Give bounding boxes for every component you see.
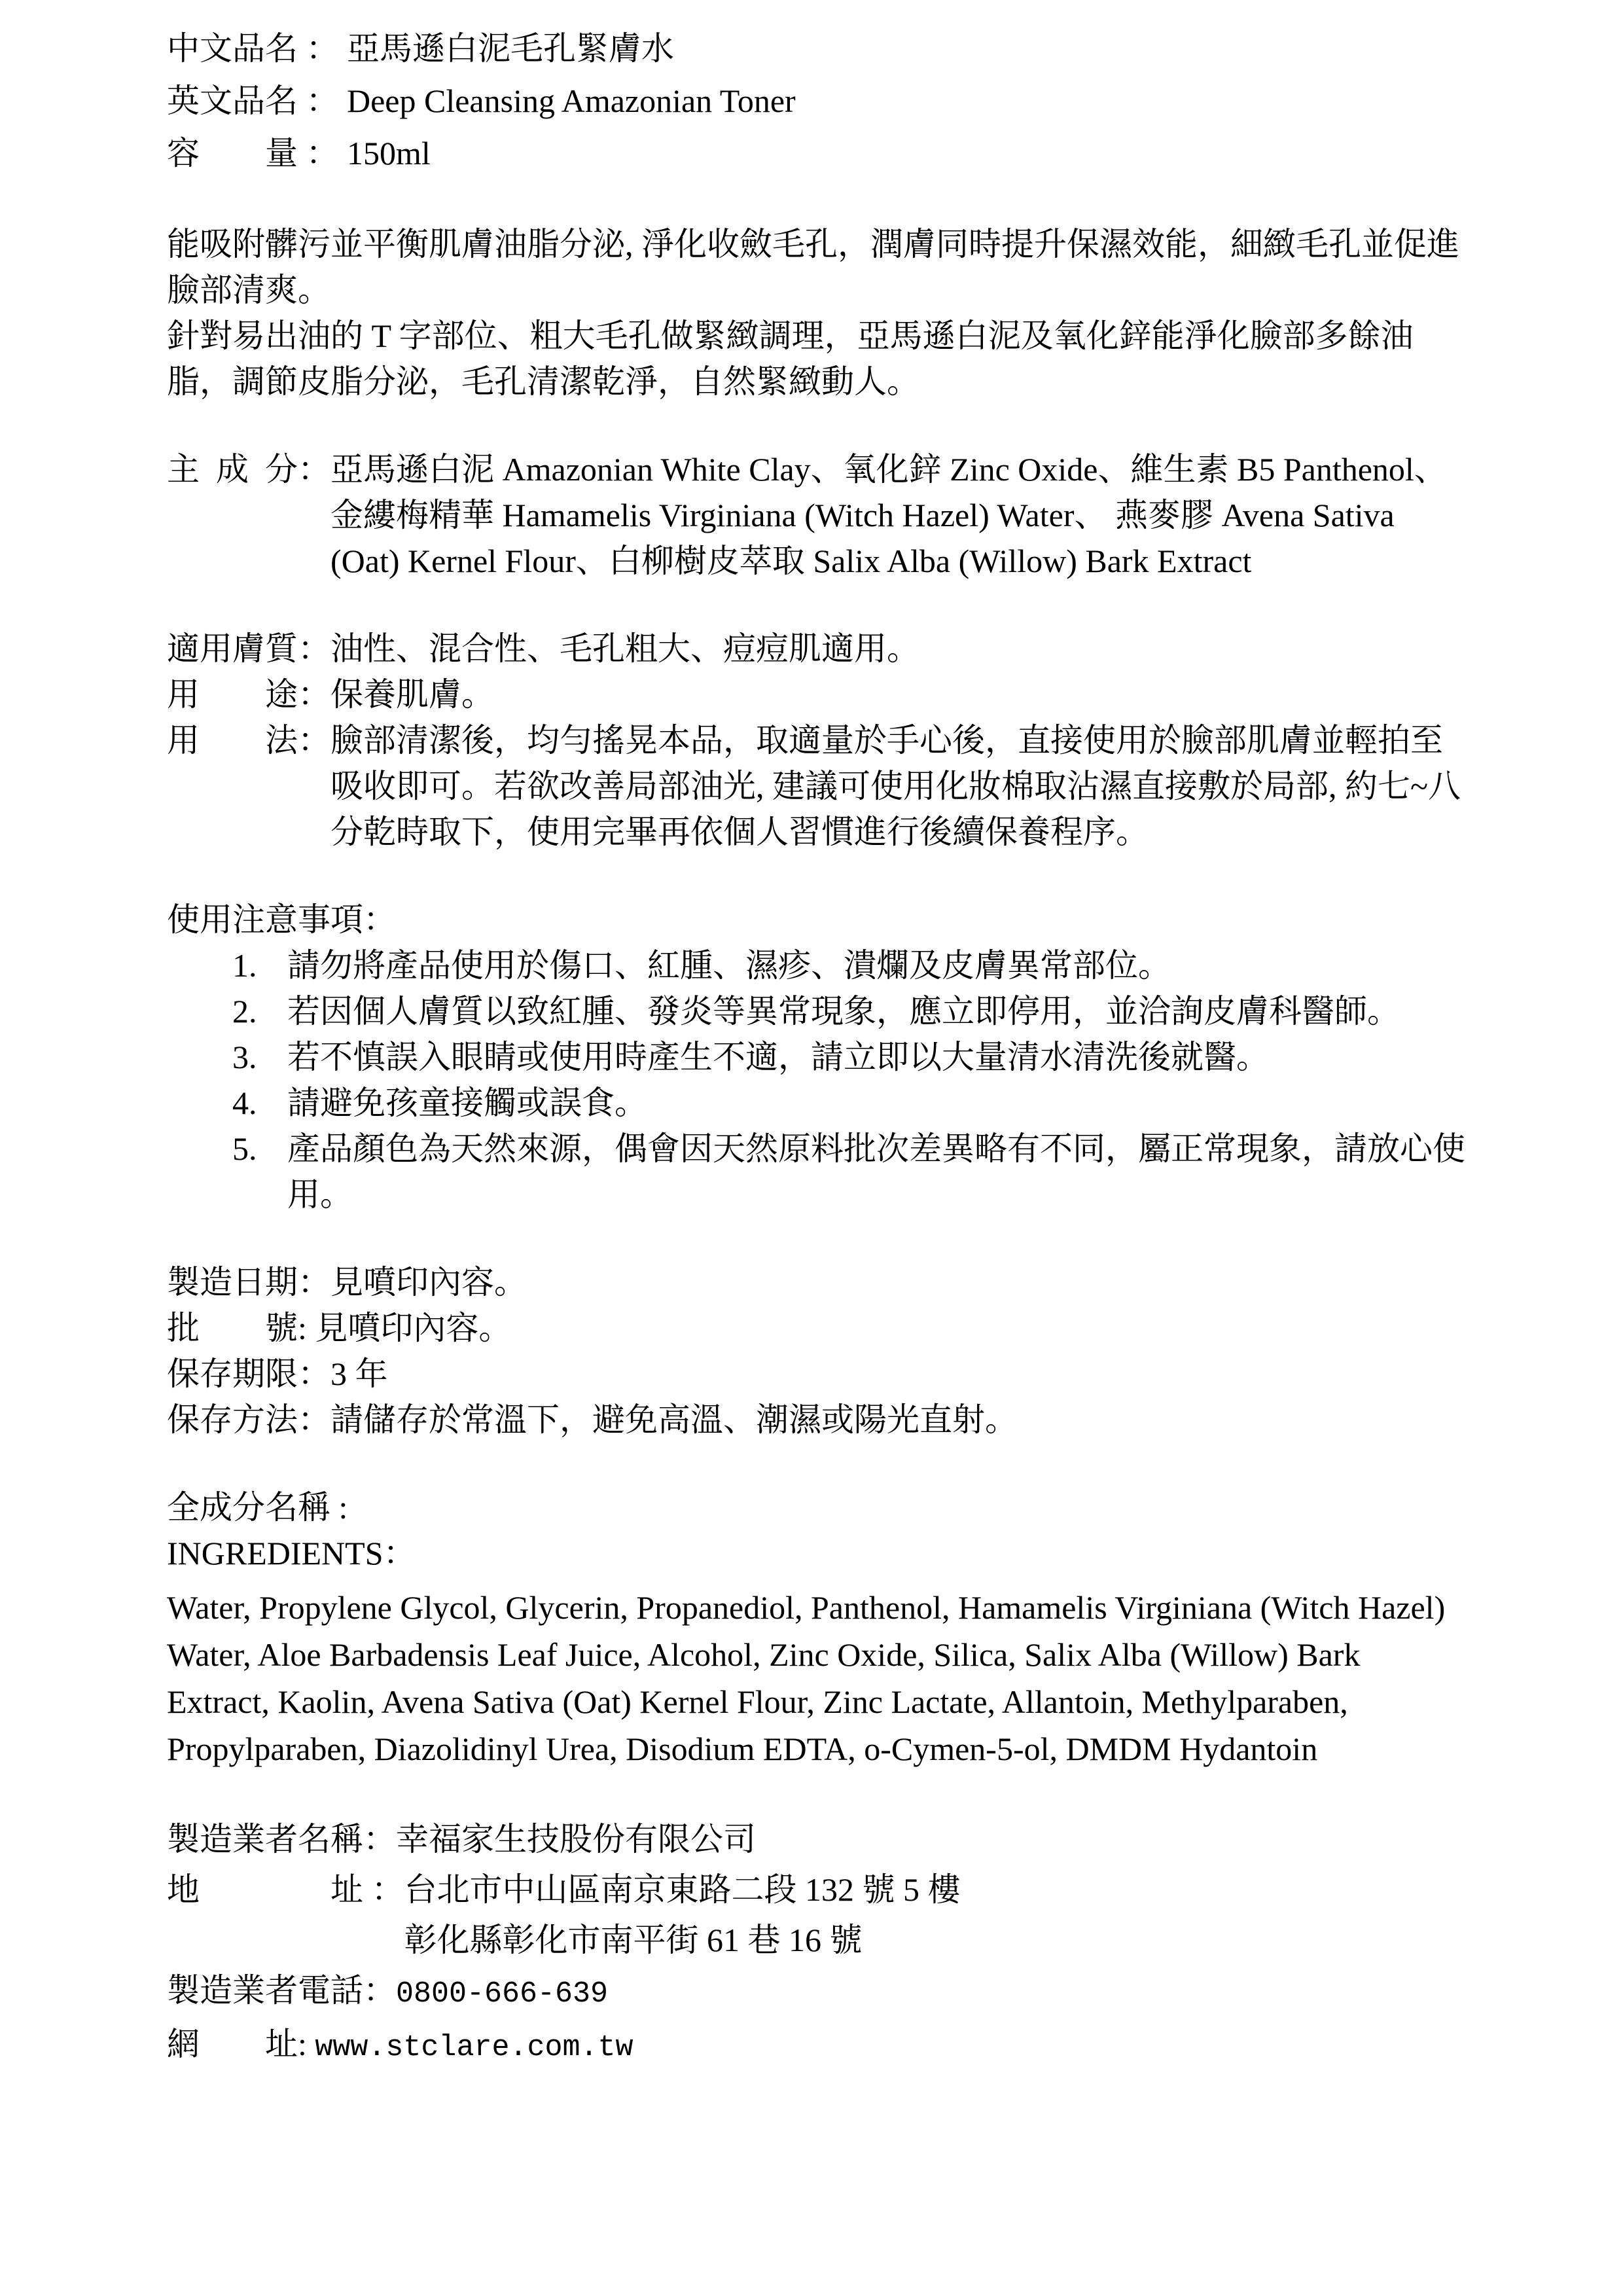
list-item-text: 請避免孩童接觸或誤食。	[287, 1085, 647, 1121]
batch-number-label: 批號	[167, 1310, 298, 1346]
description-paragraph-1: 能吸附髒污並平衡肌膚油脂分泌, 淨化收斂毛孔，潤膚同時提升保濕效能，細緻毛孔並促進臉部清爽。	[167, 226, 1459, 308]
skin-type-label: 適用膚質	[167, 630, 298, 667]
separator: ：	[298, 82, 347, 119]
main-ingredients-head	[167, 446, 330, 584]
main-ingredients-value: 亞馬遜白泥 Amazonian White Clay、氧化鋅 Zinc Oxide、維生素 B5 Panthenol、金縷梅精華 Hamamelis Virginiana (Witch Hazel) Water、 燕麥膠 Avena Sativa (Oat) Kernel Flour、白柳樹皮萃取 Salix Alba (Willow) Bark Extract	[330, 451, 1447, 579]
volume-label: 容量	[167, 135, 298, 171]
separator: ：	[363, 1871, 404, 1908]
separator: ：	[298, 1355, 330, 1392]
batch-number-row	[167, 1305, 1467, 1351]
batch-number-value: 見噴印內容。	[315, 1310, 512, 1346]
main-ingredients-label: 主成分	[167, 451, 298, 488]
production-section	[167, 1259, 1467, 1443]
full-ingredients-title-zh: 全成分名稱 :	[167, 1489, 348, 1526]
list-item-number: 3.	[232, 1039, 257, 1075]
manufacturer-address-head	[167, 1865, 404, 1965]
manufacturer-address-line-2: 彰化縣彰化市南平街 61 巷 16 號	[404, 1922, 863, 1958]
precautions-title: 使用注意事項：	[167, 901, 396, 938]
separator: ：	[298, 135, 347, 171]
directions-label: 用法	[167, 722, 298, 759]
directions-head	[167, 717, 330, 855]
product-header-section	[167, 22, 1467, 179]
list-item-number: 1.	[232, 947, 257, 984]
storage-method-label: 保存方法	[167, 1401, 298, 1438]
manufacturer-phone-row	[167, 1965, 1467, 2019]
website-row	[167, 2019, 1467, 2073]
main-ingredients-row	[167, 446, 1467, 584]
skin-type-value: 油性、混合性、毛孔粗大、痘痘肌適用。	[330, 630, 919, 667]
purpose-row	[167, 672, 1467, 717]
description-section	[167, 221, 1467, 404]
list-item-text: 若不慎誤入眼睛或使用時產生不適，請立即以大量清水清洗後就醫。	[287, 1039, 1269, 1075]
volume-row	[167, 127, 1467, 179]
separator: ：	[298, 451, 330, 488]
mfg-date-value: 見噴印內容。	[330, 1264, 527, 1300]
separator: :	[298, 2026, 315, 2062]
list-item-number: 5.	[232, 1130, 257, 1167]
volume-value: 150ml	[347, 135, 431, 171]
storage-method-value: 請儲存於常溫下，避免高溫、潮濕或陽光直射。	[330, 1401, 1018, 1438]
separator: ：	[298, 1264, 330, 1300]
separator: ：	[298, 30, 347, 67]
precautions-list	[167, 942, 1467, 1217]
product-name-zh-row	[167, 22, 1467, 75]
manufacturer-phone-label: 製造業者電話	[167, 1972, 363, 2009]
separator: :	[298, 1310, 315, 1346]
shelf-life-label: 保存期限	[167, 1355, 298, 1392]
website-label: 網址	[167, 2026, 298, 2062]
list-item-number: 4.	[232, 1085, 257, 1121]
list-item-text: 請勿將產品使用於傷口、紅腫、濕疹、潰爛及皮膚異常部位。	[287, 947, 1171, 984]
purpose-label: 用途	[167, 676, 298, 713]
description-paragraph-2: 針對易出油的 T 字部位、粗大毛孔做緊緻調理，亞馬遜白泥及氧化鋅能淨化臉部多餘油脂，調節皮脂分泌，毛孔清潔乾淨，自然緊緻動人。	[167, 317, 1414, 400]
full-ingredients-list: Water, Propylene Glycol, Glycerin, Propanediol, Panthenol, Hamamelis Virginiana (Witch Hazel) Water, Aloe Barbadensis Leaf Juice, Alcohol, Zinc Oxide, Silica, Salix Alba (Willow) Bark Extract, Kaolin, Avena Sativa (Oat) Kernel Flour, Zinc Lactate, Allantoin, Methylparaben, Propylparaben, Diazolidinyl Urea, Disodium EDTA, o-Cymen-5-ol, DMDM Hydantoin	[167, 1589, 1446, 1767]
list-item-text: 產品顏色為天然來源，偶會因天然原料批次差異略有不同，屬正常現象，請放心使用。	[287, 1130, 1465, 1213]
list-item-number: 2.	[232, 993, 257, 1030]
purpose-value: 保養肌膚。	[330, 676, 494, 713]
list-item	[232, 1034, 1467, 1080]
separator: ：	[298, 630, 330, 667]
separator: ：	[298, 676, 330, 713]
list-item	[232, 988, 1467, 1034]
manufacturer-address-line-1: 台北市中山區南京東路二段 132 號 5 樓	[404, 1871, 961, 1908]
product-name-en-value: Deep Cleansing Amazonian Toner	[347, 82, 796, 119]
list-item	[232, 1080, 1467, 1126]
separator: ：	[363, 1821, 396, 1857]
shelf-life-value: 3 年	[330, 1355, 388, 1392]
manufacturer-name-label: 製造業者名稱	[167, 1821, 363, 1857]
list-item	[232, 942, 1467, 988]
manufacturer-address-row	[167, 1865, 1467, 1965]
product-name-en-label: 英文品名	[167, 82, 298, 119]
manufacturer-name-row	[167, 1814, 1467, 1865]
directions-value: 臉部清潔後，均勻搖晃本品，取適量於手心後，直接使用於臉部肌膚並輕拍至吸收即可。若欲改善局部油光, 建議可使用化妝棉取沾濕直接敷於局部, 約七~八分乾時取下，使用完畢再依個人習慣進行後續保養程序。	[330, 722, 1461, 850]
storage-method-row	[167, 1397, 1467, 1443]
manufacturer-section	[167, 1814, 1467, 2073]
website-value: www.stclare.com.tw	[315, 2031, 633, 2064]
product-name-zh-label: 中文品名	[167, 30, 298, 67]
list-item	[232, 1126, 1467, 1217]
product-name-en-row	[167, 75, 1467, 127]
precautions-section	[167, 897, 1467, 1217]
directions-row	[167, 717, 1467, 855]
full-ingredients-section	[167, 1484, 1467, 1772]
separator: ：	[298, 722, 330, 759]
manufacturer-phone-value: 0800-666-639	[396, 1977, 609, 2011]
full-ingredients-title-en: INGREDIENTS：	[167, 1535, 416, 1571]
main-ingredients-section	[167, 446, 1467, 584]
separator: ：	[298, 1401, 330, 1438]
product-name-zh-value: 亞馬遜白泥毛孔緊膚水	[347, 30, 674, 67]
usage-section	[167, 626, 1467, 855]
mfg-date-label: 製造日期	[167, 1264, 298, 1300]
manufacturer-name-value: 幸福家生技股份有限公司	[396, 1821, 756, 1857]
separator: ：	[363, 1972, 396, 2009]
manufacturer-address-label: 地址	[167, 1871, 363, 1908]
shelf-life-row	[167, 1351, 1467, 1397]
mfg-date-row	[167, 1259, 1467, 1305]
manufacturer-address-value	[404, 1865, 1468, 1965]
skin-type-row	[167, 626, 1467, 672]
list-item-text: 若因個人膚質以致紅腫、發炎等異常現象，應立即停用，並洽詢皮膚科醫師。	[287, 993, 1400, 1030]
